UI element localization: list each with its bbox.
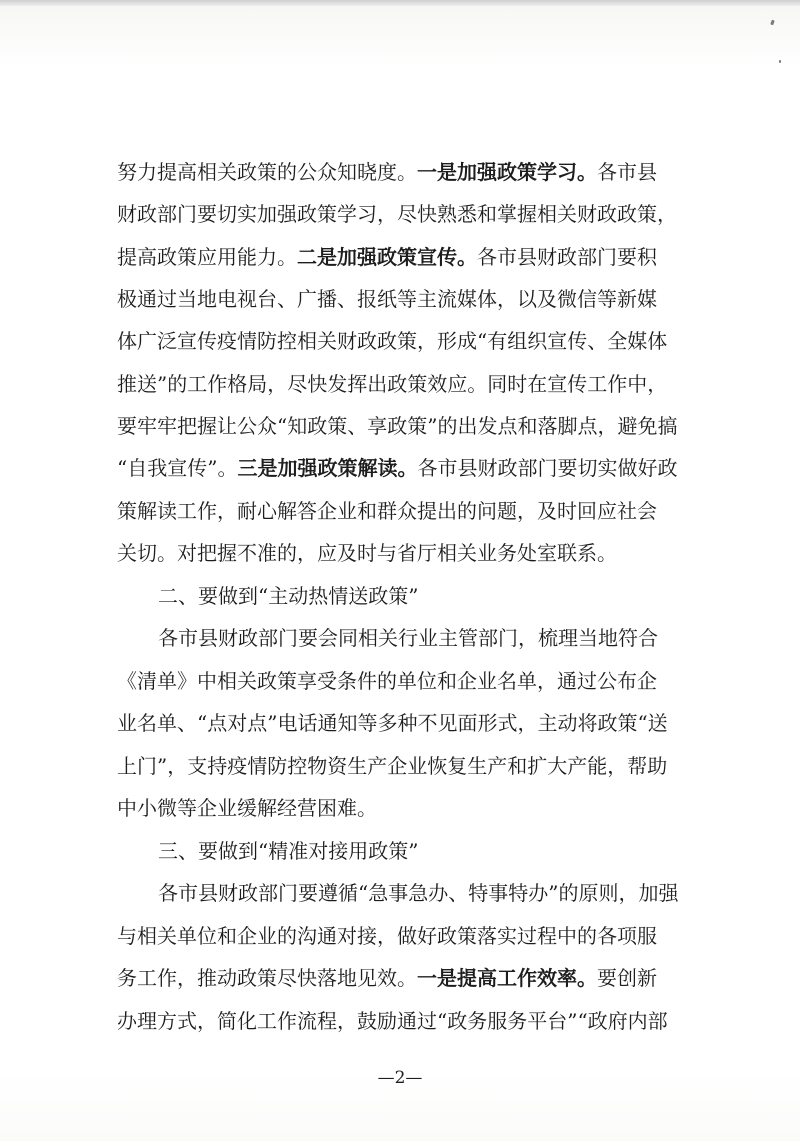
- text-run-bold: 一是提高工作效率。: [417, 966, 597, 990]
- text-line: [117, 539, 617, 567]
- scan-top-edge: [0, 0, 800, 6]
- text-run-bold: 二是加强政策宣传。: [297, 245, 477, 269]
- text-run: 与相关单位和企业的沟通对接，做好政策落实过程中的各项服: [117, 924, 657, 948]
- scan-speck: [779, 60, 781, 63]
- text-run: “自我宣传”。: [117, 456, 238, 480]
- section-heading: [158, 582, 418, 610]
- text-run: 业名单、“点对点”电话通知等多种不见面形式，主动将政策“送: [117, 711, 668, 735]
- text-line: [117, 709, 668, 737]
- text-line: [117, 667, 657, 695]
- text-run: 各市县财政部门要会同相关行业主管部门，梳理当地符合: [158, 626, 658, 650]
- text-line: [117, 1007, 668, 1035]
- text-run: 上门”，支持疫情防控物资生产企业恢复生产和扩大产能，帮助: [117, 754, 668, 778]
- text-line: [117, 794, 377, 822]
- text-line: [117, 327, 667, 355]
- text-run: 财政部门要切实加强政策学习，尽快熟悉和掌握相关财政政策，: [117, 202, 677, 226]
- heading-text: 三、要做到“精准对接用政策”: [158, 839, 419, 863]
- page-number: —2—: [377, 1068, 423, 1088]
- text-run-bold: 三是加强政策解读。: [237, 456, 418, 480]
- text-line: [117, 243, 657, 271]
- text-line: [158, 879, 678, 907]
- text-run-bold: 一是加强政策学习。: [417, 160, 597, 184]
- text-line: [117, 964, 657, 992]
- text-line: [117, 752, 667, 780]
- text-run: 各市县财政部门要积: [477, 245, 657, 269]
- text-run: 办理方式，简化工作流程，鼓励通过“政务服务平台”“政府内部: [117, 1009, 668, 1033]
- text-run: 推送”的工作格局，尽快发挥出政策效应。同时在宣传工作中，: [117, 372, 668, 396]
- text-run: 策解读工作，耐心解答企业和群众提出的问题，及时回应社会: [117, 499, 657, 523]
- text-run: 务工作，推动政策尽快落地见效。: [117, 966, 417, 990]
- text-run: 极通过当地电视台、广播、报纸等主流媒体，以及微信等新媒: [117, 287, 657, 311]
- text-run: 关切。对把握不准的，应及时与省厅相关业务处室联系。: [117, 541, 617, 565]
- text-line: [117, 497, 657, 525]
- text-line: [117, 454, 677, 482]
- text-run: 各市县财政部门要遵循“急事急办、特事特办”的原则，加强: [158, 881, 679, 905]
- text-run: 提高政策应用能力。: [117, 245, 297, 269]
- text-line: [158, 624, 658, 652]
- text-line: [117, 412, 677, 440]
- text-run: 各市县: [597, 160, 657, 184]
- text-run: 努力提高相关政策的公众知晓度。: [117, 160, 417, 184]
- text-run: 各市县财政部门要切实做好政: [417, 456, 678, 480]
- text-line: [117, 922, 657, 950]
- section-heading: [158, 837, 418, 865]
- heading-text: 二、要做到“主动热情送政策”: [158, 584, 419, 608]
- text-run: 要创新: [597, 966, 657, 990]
- text-line: [117, 200, 677, 228]
- text-line: [117, 158, 657, 186]
- text-run: 中小微等企业缓解经营困难。: [117, 796, 377, 820]
- text-line: [117, 370, 667, 398]
- text-run: 《清单》中相关政策享受条件的单位和企业名单，通过公布企: [117, 669, 657, 693]
- text-line: [117, 285, 657, 313]
- text-run: 要牢牢把握让公众“知政策、享政策”的出发点和落脚点，避免搞: [117, 414, 678, 438]
- text-run: 体广泛宣传疫情防控相关财政政策，形成“有组织宣传、全媒体: [117, 329, 668, 353]
- scan-speck: [770, 20, 775, 26]
